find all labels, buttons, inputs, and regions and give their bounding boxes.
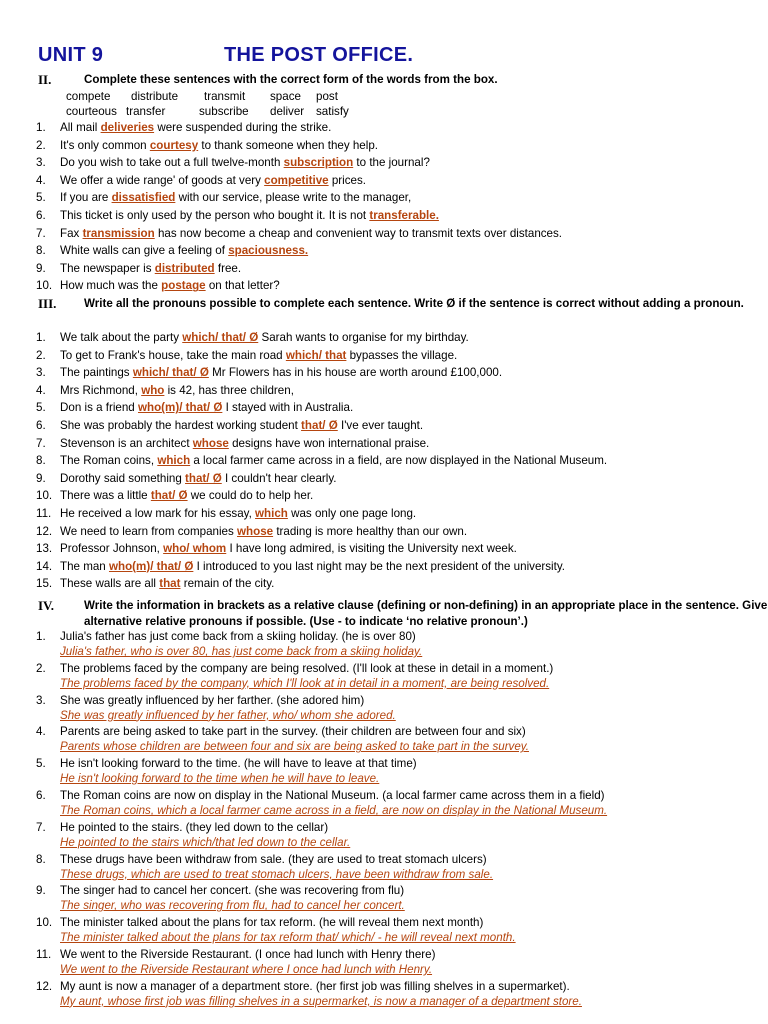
item-number: 9.: [36, 471, 46, 485]
item-text: to thank someone when they help.: [198, 138, 378, 152]
item-text: Do you wish to take out a full twelve-month: [60, 156, 284, 170]
answer: whose: [237, 524, 274, 538]
item-number: 14.: [36, 559, 53, 573]
word-box-word: deliver: [270, 105, 305, 118]
item-text: designs have won international praise.: [228, 436, 430, 450]
exercise-item: [36, 364, 736, 382]
item-text: It's only common: [60, 138, 150, 152]
item-text: He received a low mark for his essay,: [60, 506, 256, 520]
item-number: 6.: [36, 418, 46, 432]
answer: transmission: [82, 226, 155, 240]
item-text: to the journal?: [353, 156, 430, 170]
answer: Julia's father, who is over 80, has just come back from a skiing holiday.: [60, 645, 423, 658]
answer: whose: [192, 436, 229, 450]
item-number: 7.: [36, 226, 46, 240]
exercise-item: [36, 277, 736, 295]
item-text: Don is a friend: [60, 401, 138, 415]
exercise-item: [36, 724, 736, 756]
item-text: All mail: [60, 121, 101, 134]
item-text: I couldn't hear clearly.: [221, 471, 337, 485]
item-number: 8.: [36, 244, 46, 258]
answer: who(m)/ that/ Ø: [137, 401, 223, 415]
word-box-word: post: [316, 90, 338, 103]
item-text: free.: [214, 261, 242, 275]
item-number: 13.: [36, 542, 53, 556]
section-2-items: [36, 119, 736, 295]
exercise-item: [36, 260, 736, 278]
item-text: I've ever taught.: [337, 418, 424, 432]
item-number: 10.: [36, 916, 53, 930]
exercise-item: [36, 979, 736, 1011]
question-text: We went to the Riverside Restaurant. (I once had lunch with Henry there): [60, 947, 436, 961]
item-text: Sarah wants to organise for my birthday.: [258, 331, 469, 344]
item-number: 5.: [36, 191, 46, 205]
item-text: was only one page long.: [287, 506, 417, 520]
answer: The problems faced by the company, which I'll look at in detail in a moment, are being resolved.: [60, 676, 550, 690]
item-text: Professor Johnson,: [60, 542, 164, 556]
answer: deliveries: [100, 121, 155, 134]
item-text: is 42, has three children,: [164, 383, 294, 397]
answer: which/ that/ Ø: [182, 331, 259, 344]
item-text: we could do to help her.: [187, 489, 314, 503]
answer: which: [157, 454, 191, 468]
exercise-item: [36, 693, 736, 725]
exercise-item: [36, 154, 736, 172]
item-text: How much was the: [60, 279, 162, 293]
answer: that/ Ø: [185, 471, 222, 485]
exercise-item: [36, 540, 736, 558]
item-text: The man: [60, 559, 109, 573]
item-text: with our service, please write to the manager,: [175, 191, 412, 205]
item-number: 8.: [36, 454, 46, 468]
exercise-item: [36, 207, 736, 225]
exercise-item: [36, 487, 736, 505]
item-number: 12.: [36, 524, 53, 538]
item-number: 5.: [36, 401, 46, 415]
item-number: 8.: [36, 852, 46, 866]
item-number: 1.: [36, 331, 46, 344]
item-text: To get to Frank's house, take the main road: [60, 348, 286, 362]
exercise-item: [36, 435, 736, 453]
item-number: 9.: [36, 261, 46, 275]
item-text: We need to learn from companies: [60, 524, 238, 538]
exercise-item: [36, 189, 736, 207]
section-instruction: Complete these sentences with the correct form of the words from the box.: [84, 73, 498, 86]
item-text: This ticket is only used by the person who bought it. It is not: [60, 208, 370, 222]
question-text: She was greatly influenced by her farther. (she adored him): [60, 693, 365, 707]
answer: which: [255, 506, 288, 520]
section-3-items: [36, 329, 736, 593]
answer: The Roman coins, which a local farmer came across in a field, are now on display in the National Museum.: [60, 803, 608, 817]
item-number: 7.: [36, 820, 46, 834]
item-number: 6.: [36, 208, 46, 222]
item-text: I introduced to you last night may be the next president of the university.: [193, 559, 565, 573]
item-number: 4.: [36, 725, 46, 739]
answer: My aunt, whose first job was filling shelves in a supermarket, is now a manager of a department store.: [60, 994, 582, 1008]
item-number: 11.: [36, 947, 52, 961]
item-number: 3.: [36, 156, 46, 170]
exercise-item: [36, 470, 736, 488]
question-text: The problems faced by the company are being resolved. (I'll look at these in detail in a moment.): [60, 661, 554, 675]
exercise-item: [36, 947, 736, 979]
section-instruction: Write the information in brackets as a relative clause (defining or non-defining) in an appropriate place in the sentence. Give alternative relative pronouns if possible. (Use - to indicate ‘no relative pronoun’.): [84, 599, 768, 628]
answer: The minister talked about the plans for tax reform that/ which/ - he will reveal next month.: [60, 931, 516, 945]
exercise-item: [36, 852, 736, 884]
answer: The singer, who was recovering from flu, had to cancel her concert.: [60, 899, 405, 913]
answer: which/ that: [285, 348, 347, 362]
item-number: 2.: [36, 348, 46, 362]
exercise-item: [36, 756, 736, 788]
item-number: 4.: [36, 383, 46, 397]
item-text: Mrs Richmond,: [60, 383, 142, 397]
unit-label: UNIT 9: [38, 44, 104, 66]
question-text: He pointed to the stairs. (they led down to the cellar): [60, 820, 329, 834]
item-number: 11.: [36, 506, 52, 520]
exercise-item: [36, 523, 736, 541]
answer: postage: [161, 279, 206, 293]
exercise-item: [36, 399, 736, 417]
item-text: I stayed with in Australia.: [222, 401, 354, 415]
item-text: There was a little: [60, 489, 151, 503]
exercise-item: [36, 452, 736, 470]
item-number: 2.: [36, 661, 46, 675]
exercise-item: [36, 915, 736, 947]
answer: He pointed to the stairs which/that led down to the cellar.: [60, 835, 351, 849]
item-number: 10.: [36, 279, 53, 293]
question-text: The minister talked about the plans for tax reform. (he will reveal them next month): [60, 916, 484, 930]
item-number: 10.: [36, 489, 53, 503]
item-number: 3.: [36, 693, 46, 707]
answer: which/ that/ Ø: [132, 366, 209, 380]
item-number: 7.: [36, 436, 46, 450]
answer: that/ Ø: [150, 489, 188, 503]
answer: who/ whom: [163, 542, 227, 556]
question-text: The singer had to cancel her concert. (she was recovering from flu): [60, 884, 405, 898]
question-text: Julia's father has just come back from a skiing holiday. (he is over 80): [60, 630, 416, 643]
question-text: He isn't looking forward to the time. (he will have to leave at that time): [60, 757, 417, 771]
item-text: White walls can give a feeling of: [60, 244, 229, 258]
answer: She was greatly influenced by her father, who/ whom she adored.: [60, 708, 396, 722]
item-text: She was probably the hardest working student: [60, 418, 302, 432]
word-box-word: compete: [66, 90, 111, 103]
exercise-item: [36, 329, 736, 347]
exercise-item: [36, 172, 736, 190]
answer: distributed: [154, 261, 215, 275]
answer: who: [141, 383, 165, 397]
word-box-word: space: [270, 90, 301, 103]
item-number: 12.: [36, 979, 53, 993]
question-text: Parents are being asked to take part in the survey. (their children are between four and six): [60, 725, 526, 739]
item-number: 1.: [36, 630, 46, 643]
item-text: prices.: [328, 173, 366, 187]
exercise-item: [36, 505, 736, 523]
section-number: III.: [38, 296, 57, 311]
item-text: The paintings: [60, 366, 133, 380]
section-number: II.: [38, 72, 52, 87]
item-number: 3.: [36, 366, 46, 380]
item-text: were suspended during the strike.: [154, 121, 332, 134]
answer: that: [159, 577, 181, 591]
item-number: 15.: [36, 577, 53, 591]
answer: Parents whose children are between four and six are being asked to take part in the survey.: [60, 740, 529, 754]
item-number: 1.: [36, 121, 46, 134]
item-text: bypasses the village.: [346, 348, 458, 362]
section-4-items: [36, 629, 736, 1011]
exercise-item: [36, 417, 736, 435]
item-text: Fax: [60, 226, 83, 240]
answer: who(m)/ that/ Ø: [108, 559, 194, 573]
exercise-item: [36, 382, 736, 400]
exercise-item: [36, 883, 736, 915]
item-text: Stevenson is an architect: [60, 436, 193, 450]
item-text: I have long admired, is visiting the University next week.: [226, 542, 517, 556]
exercise-item: [36, 225, 736, 243]
item-text: We talk about the party: [60, 331, 183, 344]
item-text: The newspaper is: [60, 261, 155, 275]
item-text: remain of the city.: [180, 577, 275, 591]
question-text: The Roman coins are now on display in the National Museum. (a local farmer came across them in a field): [60, 788, 605, 802]
exercise-item: [36, 119, 736, 137]
answer: These drugs, which are used to treat stomach ulcers, have been withdraw from sale.: [60, 867, 494, 881]
exercise-item: [36, 575, 736, 593]
item-text: Dorothy said something: [60, 471, 186, 485]
exercise-item: [36, 137, 736, 155]
item-number: 2.: [36, 138, 46, 152]
exercise-item: [36, 558, 736, 576]
answer: transferable.: [369, 208, 439, 222]
answer: dissatisfied: [111, 191, 176, 205]
question-text: My aunt is now a manager of a department store. (her first job was filling shelves in a supermarket).: [60, 979, 570, 993]
exercise-item: [36, 820, 736, 852]
item-text: These walls are all: [60, 577, 160, 591]
word-box-word: subscribe: [199, 105, 249, 118]
section-number: IV.: [38, 598, 55, 613]
exercise-item: [36, 661, 736, 693]
section-instruction: Write all the pronouns possible to complete each sentence. Write Ø if the sentence is correct without adding a pronoun.: [84, 297, 744, 310]
answer: competitive: [264, 173, 329, 187]
item-text: Mr Flowers has in his house are worth around £100,000.: [208, 366, 503, 380]
exercise-item: [36, 347, 736, 365]
item-number: 4.: [36, 173, 46, 187]
item-text: trading is more healthy than our own.: [273, 524, 468, 538]
page-title: [38, 44, 414, 67]
item-text: We offer a wide range' of goods at very: [60, 173, 265, 187]
answer: spaciousness.: [228, 244, 309, 258]
answer: courtesy: [149, 138, 199, 152]
answer: that/ Ø: [301, 418, 338, 432]
item-number: 6.: [36, 788, 46, 802]
exercise-item: [36, 788, 736, 820]
topic-title: THE POST OFFICE.: [224, 44, 414, 66]
exercise-item: [36, 242, 736, 260]
item-text: on that letter?: [205, 279, 280, 293]
item-text: If you are: [60, 191, 112, 205]
answer: subscription: [283, 156, 354, 170]
item-number: 9.: [36, 884, 46, 898]
word-box-word: courteous: [66, 105, 117, 118]
question-text: These drugs have been withdraw from sale. (they are used to treat stomach ulcers): [60, 852, 487, 866]
item-text: a local farmer came across in a field, are now displayed in the National Museum.: [190, 454, 608, 468]
exercise-item: [36, 629, 736, 661]
word-box-word: distribute: [131, 90, 179, 103]
item-text: has now become a cheap and convenient way to transmit texts over distances.: [154, 226, 563, 240]
item-number: 5.: [36, 757, 46, 771]
answer: He isn't looking forward to the time when he will have to leave.: [60, 772, 380, 786]
item-text: The Roman coins,: [60, 454, 158, 468]
answer: We went to the Riverside Restaurant where I once had lunch with Henry.: [60, 962, 433, 976]
word-box-word: satisfy: [316, 105, 349, 118]
word-box-word: transfer: [126, 105, 166, 118]
word-box-word: transmit: [204, 90, 246, 103]
